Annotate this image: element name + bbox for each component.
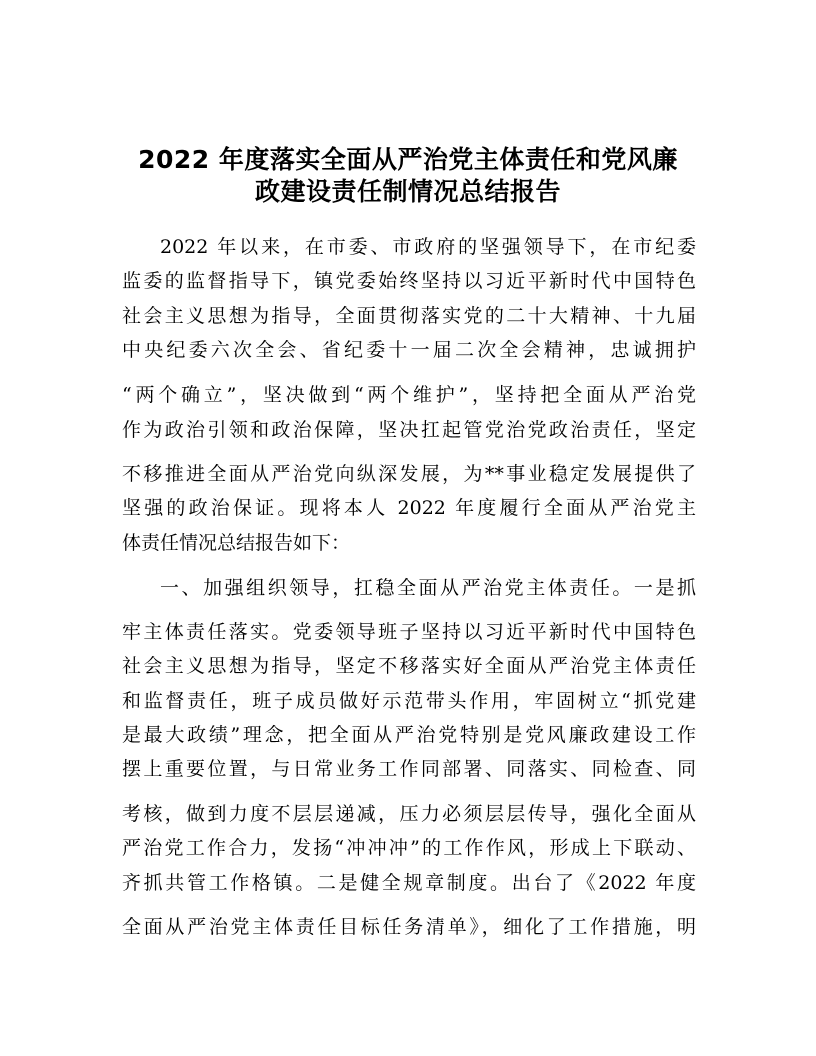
document-title-line-2: 政建设责任制情况总结报告 (254, 177, 561, 206)
paragraph-2-line: 是最大政绩”理念，把全面从严治党特别是党风廉政建设工作 (122, 724, 696, 746)
paragraph-2-line: 牢主体责任落实。党委领导班子坚持以习近平新时代中国特色 (122, 621, 696, 643)
paragraph-2-line: 社会主义思想为指导，坚定不移落实好全面从严治党主体责任 (122, 655, 696, 677)
paragraph-2-line: 齐抓共管工作格镇。二是健全规章制度。出台了《2022 年度 (122, 872, 696, 894)
paragraph-1-line: 体责任情况总结报告如下： (122, 532, 351, 554)
paragraph-1-line: 2022 年以来，在市委、市政府的坚强领导下，在市纪委 (160, 236, 696, 258)
paragraph-1-line: 监委的监督指导下，镇党委始终坚持以习近平新时代中国特色 (122, 270, 696, 292)
paragraph-2-line: 全面从严治党主体责任目标任务清单》，细化了工作措施，明 (122, 916, 696, 938)
paragraph-2-line: 严治党工作合力，发扬“冲冲冲”的工作作风，形成上下联动、 (122, 837, 696, 859)
document-title-line-1: 2022 年度落实全面从严治党主体责任和党风廉 (138, 145, 678, 174)
paragraph-1-line: 中央纪委六次全会、省纪委十一届二次全会精神，忠诚拥护 (122, 339, 696, 361)
paragraph-2-line: 和监督责任，班子成员做好示范带头作用，牢固树立“抓党建 (122, 690, 696, 712)
paragraph-1-line: 作为政治引领和政治保障，坚决扛起管党治党政治责任，坚定 (122, 419, 696, 441)
paragraph-2-line: 一、加强组织领导，扛稳全面从严治党主体责任。一是抓 (160, 577, 696, 599)
paragraph-2-line: 考核，做到力度不层层递减，压力必须层层传导，强化全面从 (122, 803, 696, 825)
paragraph-2-line: 摆上重要位置，与日常业务工作同部署、同落实、同检查、同 (122, 758, 696, 780)
paragraph-1-line: “两个确立”，坚决做到“两个维护”，坚持把全面从严治党 (122, 384, 696, 406)
paragraph-1-line: 坚强的政治保证。现将本人 2022 年度履行全面从严治党主 (122, 497, 696, 519)
paragraph-1-line: 社会主义思想为指导，全面贯彻落实党的二十大精神、十九届 (122, 305, 696, 327)
paragraph-1-line: 不移推进全面从严治党向纵深发展，为**事业稳定发展提供了 (122, 463, 696, 485)
